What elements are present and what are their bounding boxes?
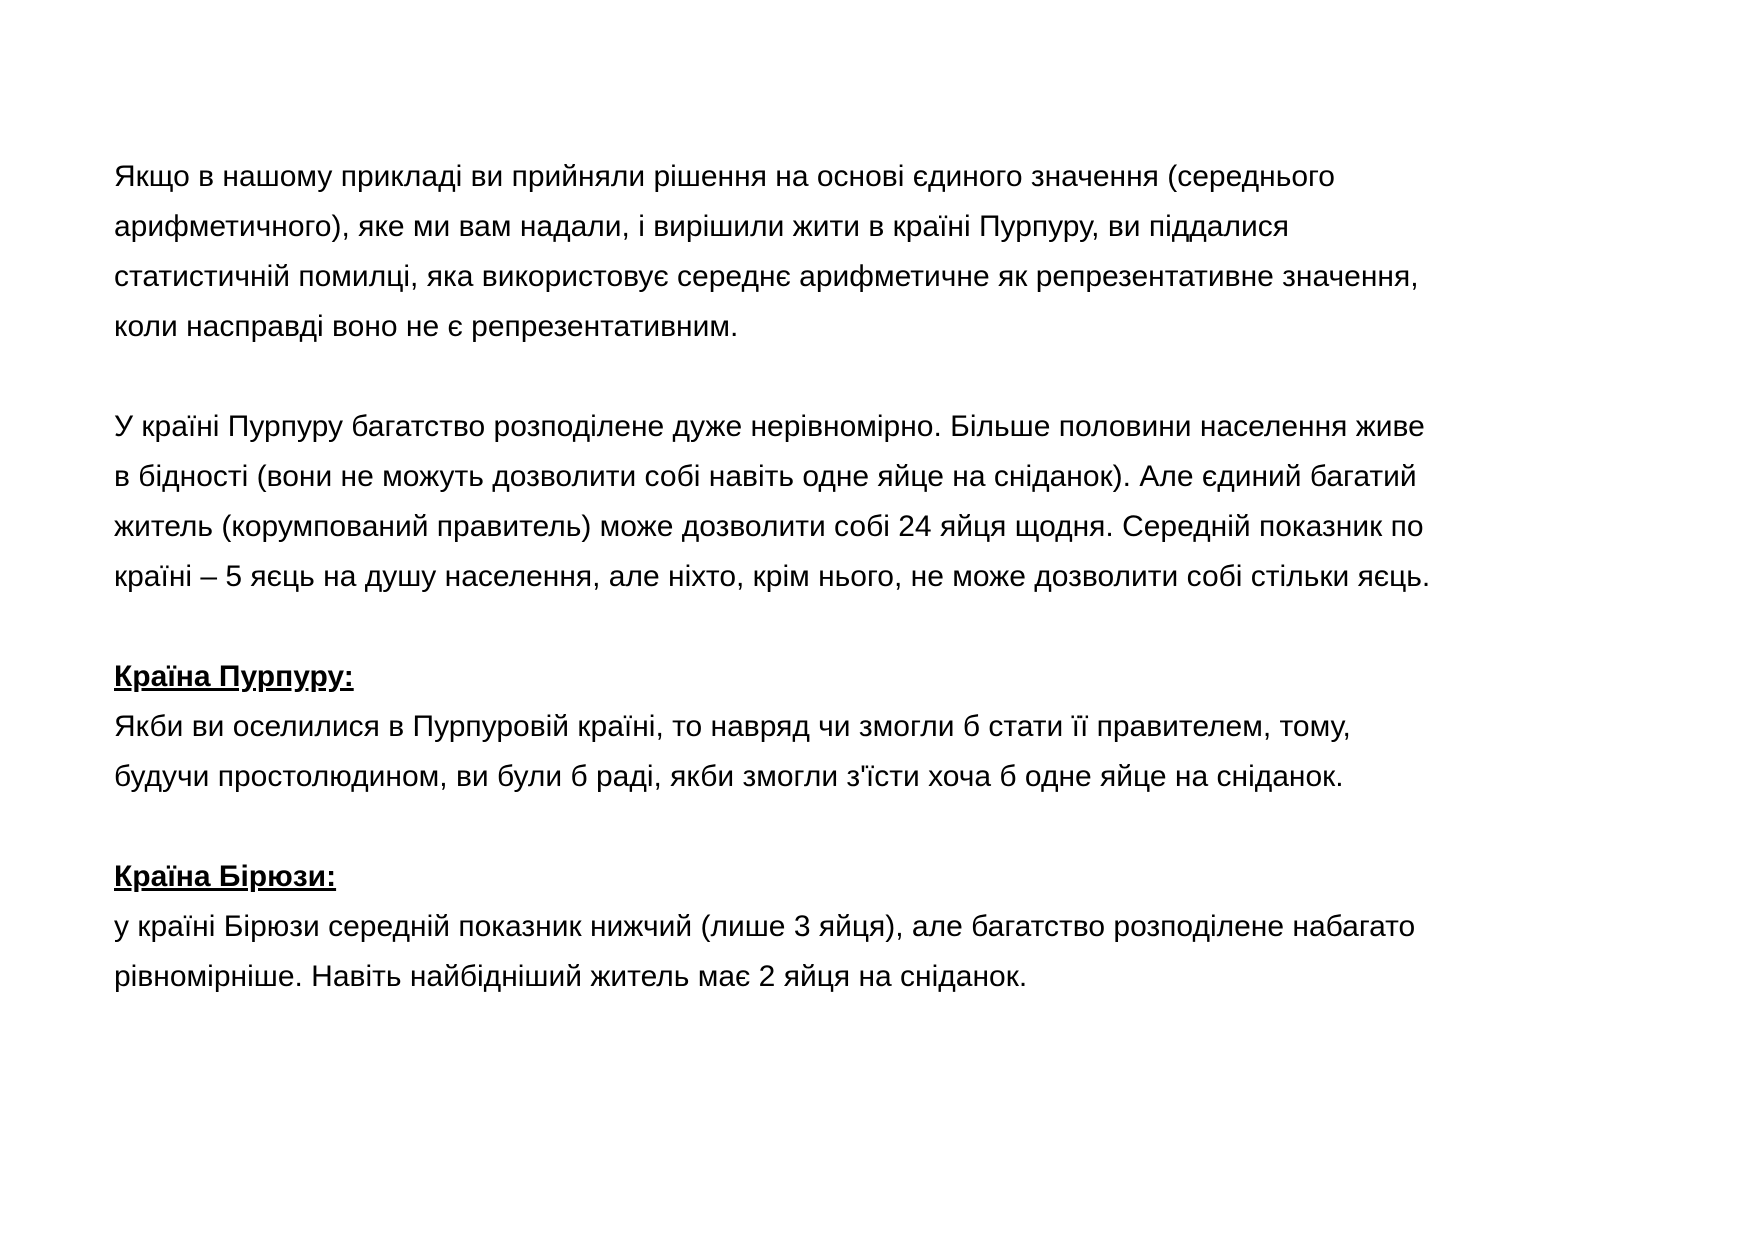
paragraph-turquoise-country: у країні Бірюзи середній показник нижчий (лише 3 яйця), але багатство розподілене набагато рівномірніше. Навіть найбідніший житель має 2 яйця на сніданок.: [114, 910, 1416, 993]
paragraph-mean-fallacy: Якщо в нашому прикладі ви прийняли рішення на основі єдиного значення (середнього арифметичного), яке ми вам надали, і вирішили жити в країні Пурпуру, ви піддалися статистичній помилці, яка використовує середнє арифметичне як репрезентативне значення, коли насправді воно не є репрезентативним.: [114, 160, 1419, 343]
paragraph-spacer: [114, 352, 1674, 402]
paragraph-spacer: [114, 802, 1674, 852]
heading-purple-country: Країна Пурпуру:: [114, 660, 354, 693]
paragraph-wealth-distribution: У країні Пурпуру багатство розподілене дуже нерівномірно. Більше половини населення живе в бідності (вони не можуть дозволити собі навіть одне яйце на сніданок). Але єдиний багатий житель (корумпований правитель) може дозволити собі 24 яйця щодня. Середній показник по країні – 5 яєць на душу населення, але ніхто, крім нього, не може дозволити собі стільки яєць.: [114, 410, 1431, 593]
document-page: [114, 152, 1674, 1002]
heading-turquoise-country: Країна Бірюзи:: [114, 860, 337, 893]
paragraph-purple-country: Якби ви оселилися в Пурпуровій країні, то навряд чи змогли б стати її правителем, тому, будучи простолюдином, ви були б раді, якби змогли з'їсти хоча б одне яйце на сніданок.: [114, 710, 1351, 793]
paragraph-spacer: [114, 602, 1674, 652]
